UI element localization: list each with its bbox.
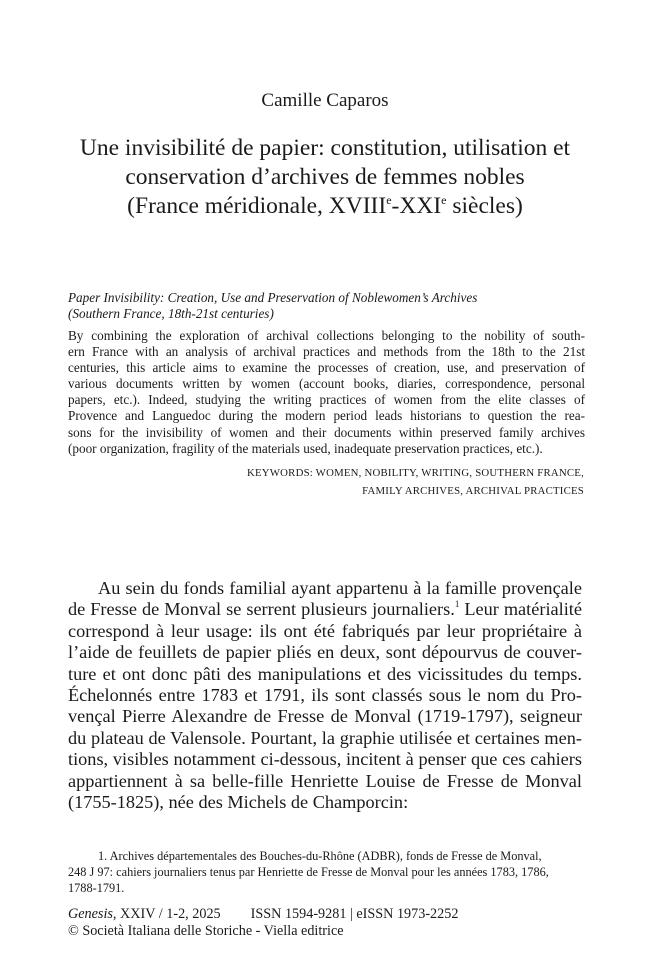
english-title-line-1: Paper Invisibility: Creation, Use and Preservation of Noblewomen’s Archives [68,290,478,305]
title-line-3-part-c: siècles) [446,193,523,219]
abstract-line: (poor organization, fragility of the materials used, inadequate preservation practices, etc.). [68,440,543,456]
body-paragraph [68,578,582,813]
journal-issue: , XXIV / 1-2, 2025 [112,906,221,922]
footer-citation [68,906,582,923]
abstract-line: papers, etc.). Indeed, studying the writing practices of women from the elite classes of [68,392,585,408]
title-line-3-part-b: -XXI [391,193,442,219]
footnote-marker-1: 1 [454,599,460,610]
abstract-line: Provence and Languedoc during the modern period leads historians to question the rea- [68,408,585,424]
abstract-line: By combining the exploration of archival collections belonging to the nobility of south- [68,328,585,343]
body-line: tions, visibles notamment ci-dessous, incitent à penser que ces cahiers [68,749,582,770]
author-name: Camille Caparos [261,90,389,111]
body-line: Au sein du fonds familial ayant appartenu à la famille provençale [98,578,582,598]
keywords-line-2: FAMILY ARCHIVES, ARCHIVAL PRACTICES [362,485,584,497]
article-title [70,134,580,221]
superscript-e-2: e [441,193,447,207]
body-line-part: Leur matérialité [459,599,582,620]
abstract-line: sons for the invisibility of women and their documents within preserved family archives [68,424,585,440]
issn: ISSN 1594-9281 | eISSN 1973-2252 [250,906,459,922]
title-line-3-part-a: (France méridionale, XVIII [127,193,387,219]
body-line: (1755-1825), née des Michels de Champorcin: [68,791,409,812]
english-title-line-2: (Southern France, 18th-21st centuries) [68,306,274,321]
footnote-line: 248 J 97: cahiers journaliers tenus par Henriette de Fresse de Monval pour les années 1783, 1786, [68,864,549,879]
body-line: du plateau de Valensole. Pourtant, la graphie utilisée et certaines men- [68,727,582,748]
body-line: ture et ont donc pâti des manipulations et des vicissitudes du temps. [68,663,582,684]
body-line-part: de Fresse de Monval se serrent plusieurs journaliers. [68,599,455,620]
abstract-line: centuries, this article aims to examine the processes of creation, use, and preservation of [68,360,585,376]
body-line: correspond à leur usage: ils ont été fabriqués par leur propriétaire à [68,620,582,641]
footnote-line: 1788-1791. [68,880,125,895]
abstract-line: ern France with an analysis of archival practices and methods from the 18th to the 21st [68,344,585,360]
superscript-e-1: e [386,193,392,207]
footnote [68,849,582,897]
journal-name: Genesis [68,906,113,922]
body-line: l’aide de feuillets de papier pliés en deux, sont dépourvus de couver- [68,642,582,663]
body-line: vençal Pierre Alexandre de Fresse de Monval (1719-1797), seigneur [68,706,582,727]
title-line-1: Une invisibilité de papier: constitution, utilisation et [79,135,571,161]
footer-publisher: © Società Italiana delle Storiche - Viella editrice [68,923,344,939]
body-line [68,599,582,620]
body-line: appartiennent à sa belle-fille Henriette Louise de Fresse de Monval [68,770,582,791]
title-line-2: conservation d’archives de femmes nobles [125,164,525,190]
abstract-line: various documents written by women (account books, diaries, correspondence, personal [68,376,585,392]
keywords-line-1: KEYWORDS: WOMEN, NOBILITY, WRITING, SOUTHERN FRANCE, [247,467,584,479]
abstract-text [68,328,585,457]
footnote-line: 1. Archives départementales des Bouches-du-Rhône (ADBR), fonds de Fresse de Monval, [98,849,542,863]
title-line-3 [70,192,580,221]
body-line: Échelonnés entre 1783 et 1791, ils sont classés sous le nom du Pro- [68,684,582,705]
